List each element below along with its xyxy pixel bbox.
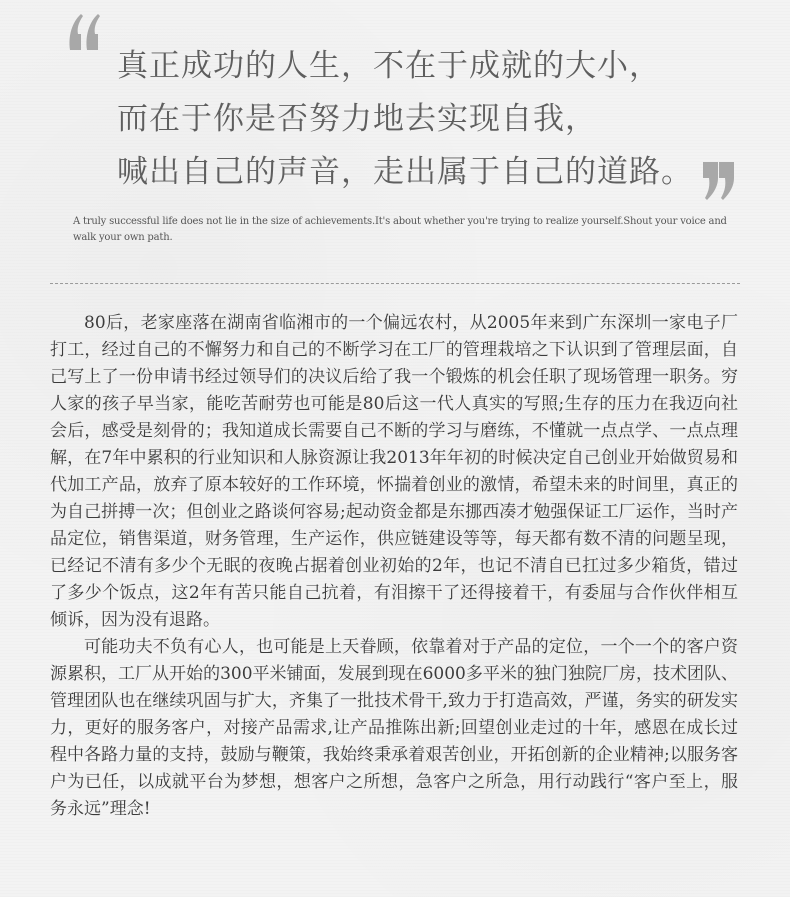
headline-line: 而在于你是否努力地去实现自我， bbox=[117, 101, 597, 137]
headline-line: 真正成功的人生，不在于成就的大小， bbox=[117, 48, 661, 84]
headline bbox=[117, 40, 737, 199]
close-quote-icon bbox=[699, 158, 735, 202]
headline-line: 喊出自己的声音，走出属于自己的道路。 bbox=[117, 154, 693, 190]
body-text bbox=[50, 310, 738, 823]
body-paragraph: 80后，老家座落在湖南省临湘市的一个偏远农村，从2005年来到广东深圳一家电子厂打工，经过自己的不懈努力和自己的不断学习在工厂的管理栽培之下认识到了管理层面，自己写上了一份申请书经过领导们的决议后给了我一个锻炼的机会任职了现场管理一职务。穷人家的孩子早当家，能吃苦耐劳也可能是80后这一代人真实的写照;生存的压力在我迈向社会后，感受是刻骨的；我知道成长需要自己不断的学习与磨练，不懂就一点点学、一点点理解，在7年中累积的行业知识和人脉资源让我2013年年初的时候决定自己创业开始做贸易和代加工产品，放弃了原本较好的工作环境，怀揣着创业的激情，希望未来的时间里，真正的为自己拼搏一次；但创业之路谈何容易;起动资金都是东挪西凑才勉强保证工厂运作，当时产品定位，销售渠道，财务管理，生产运作，供应链建设等等，每天都有数不清的问题呈现，已经记不清有多少个无眠的夜晚占据着创业初始的2年，也记不清自已扛过多少箱货，错过了多少个饭点，这2年有苦只能自己抗着，有泪擦干了还得接着干，有委屈与合作伙伴相互倾诉，因为没有退路。 bbox=[50, 313, 738, 630]
open-quote-icon bbox=[66, 10, 102, 54]
english-subtitle: A truly successful life does not lie in the size of achievements.It's about whether you're trying to realize yourself.Shout your voice and walk your own path. bbox=[73, 216, 727, 243]
dashed-divider bbox=[50, 283, 740, 284]
body-paragraph: 可能功夫不负有心人，也可能是上天眷顾，依靠着对于产品的定位，一个一个的客户资源累积，工厂从开始的300平米铺面，发展到现在6000多平米的独门独院厂房，技术团队、管理团队也在继续巩固与扩大，齐集了一批技术骨干,致力于打造高效，严谨，务实的研发实力，更好的服务客户，对接产品需求,让产品推陈出新;回望创业走过的十年，感恩在成长过程中各路力量的支持，鼓励与鞭策，我始终秉承着艰苦创业，开拓创新的企业精神;以服务客户为已任，以成就平台为梦想，想客户之所想，急客户之所急，用行动践行“客户至上，服务永远”理念! bbox=[50, 637, 738, 819]
